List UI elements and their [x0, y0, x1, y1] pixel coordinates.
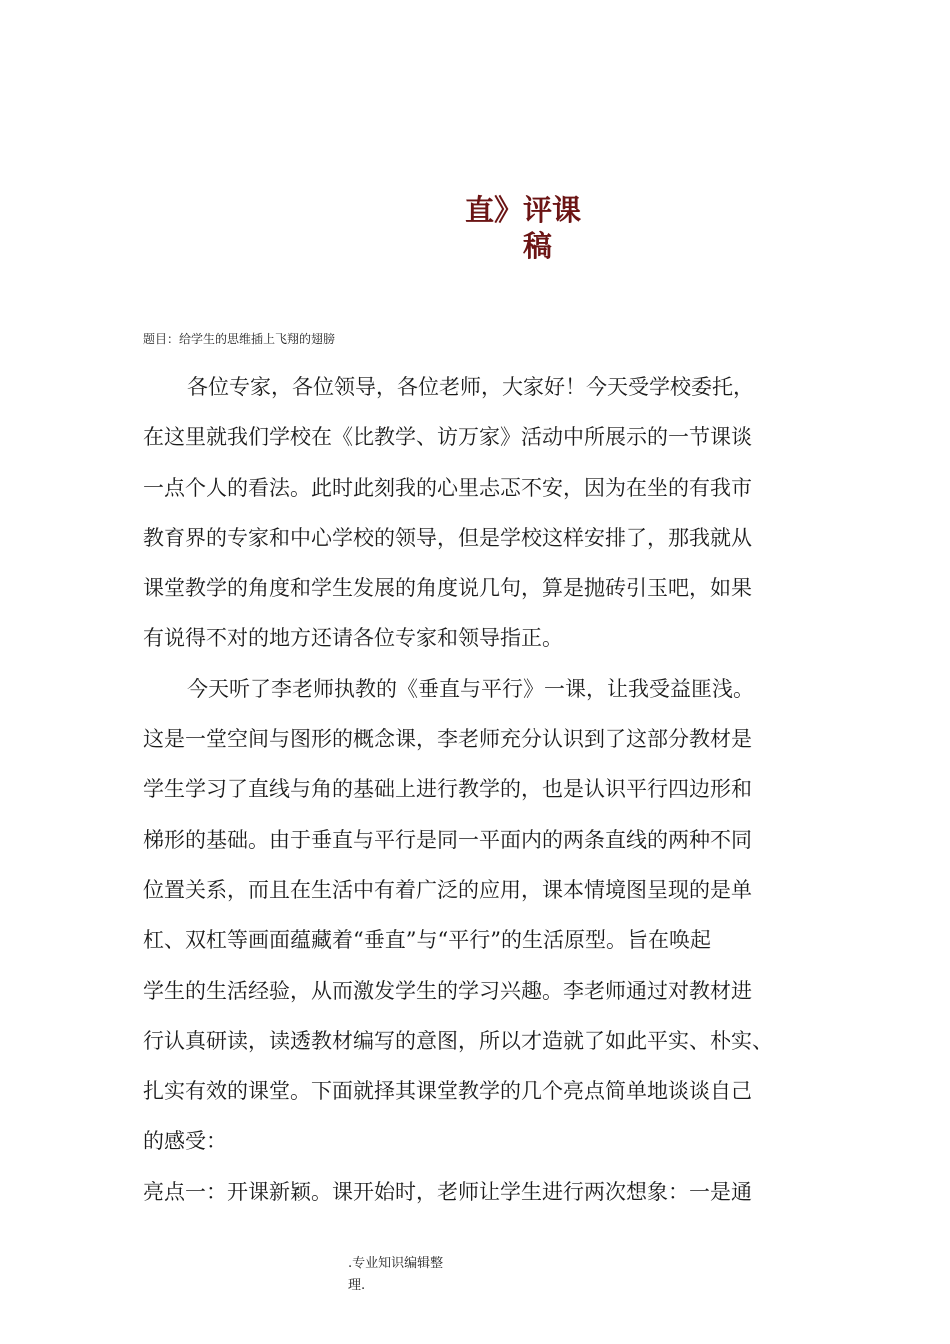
body-line: 有说得不对的地方还请各位专家和领导指正。: [143, 626, 563, 651]
body-text: [143, 362, 843, 1217]
subject-line: 题目：给学生的思维插上飞翔的翅膀: [143, 332, 336, 346]
body-line: 位置关系，而且在生活中有着广泛的应用，课本情境图呈现的是单: [143, 877, 752, 902]
body-line: 教育界的专家和中心学校的领导，但是学校这样安排了，那我就从: [143, 525, 752, 550]
body-line: 扎实有效的课堂。下面就择其课堂教学的几个亮点简单地谈谈自己: [143, 1079, 752, 1104]
title-line-2: 稿: [523, 229, 553, 263]
body-line: 杠、双杠等画面蕴藏着“垂直”与“平行”的生活原型。旨在唤起: [143, 928, 711, 953]
body-line: 梯形的基础。由于垂直与平行是同一平面内的两条直线的两种不同: [143, 827, 752, 852]
body-line: 各位专家，各位领导，各位老师，大家好！今天受学校委托，: [187, 375, 754, 399]
title-line-1: 直》评课: [465, 193, 582, 227]
body-line: 行认真研读，读透教材编写的意图，所以才造就了如此平实、朴实、: [143, 1028, 773, 1053]
body-line: 这是一堂空间与图形的概念课，李老师充分认识到了这部分教材是: [143, 727, 752, 752]
footer-line-2: 理.: [348, 1278, 366, 1293]
body-line: 一点个人的看法。此时此刻我的心里忐忑不安，因为在坐的有我市: [143, 475, 752, 500]
page-footer: [348, 1253, 443, 1297]
body-line: 学生学习了直线与角的基础上进行教学的，也是认识平行四边形和: [143, 777, 752, 802]
body-line: 在这里就我们学校在《比教学、访万家》活动中所展示的一节课谈: [143, 425, 752, 450]
body-line: 亮点一：开课新颖。课开始时，老师让学生进行两次想象：一是通: [143, 1179, 752, 1204]
body-line: 课堂教学的角度和学生发展的角度说几句，算是抛砖引玉吧，如果: [143, 576, 752, 601]
body-line: 今天听了李老师执教的《垂直与平行》一课，让我受益匪浅。: [187, 676, 754, 701]
body-line: 学生的生活经验，从而激发学生的学习兴趣。李老师通过对教材进: [143, 978, 752, 1003]
body-line: 的感受：: [143, 1129, 227, 1154]
document-title: [465, 192, 615, 264]
footer-line-1: .专业知识编辑整: [348, 1256, 444, 1271]
